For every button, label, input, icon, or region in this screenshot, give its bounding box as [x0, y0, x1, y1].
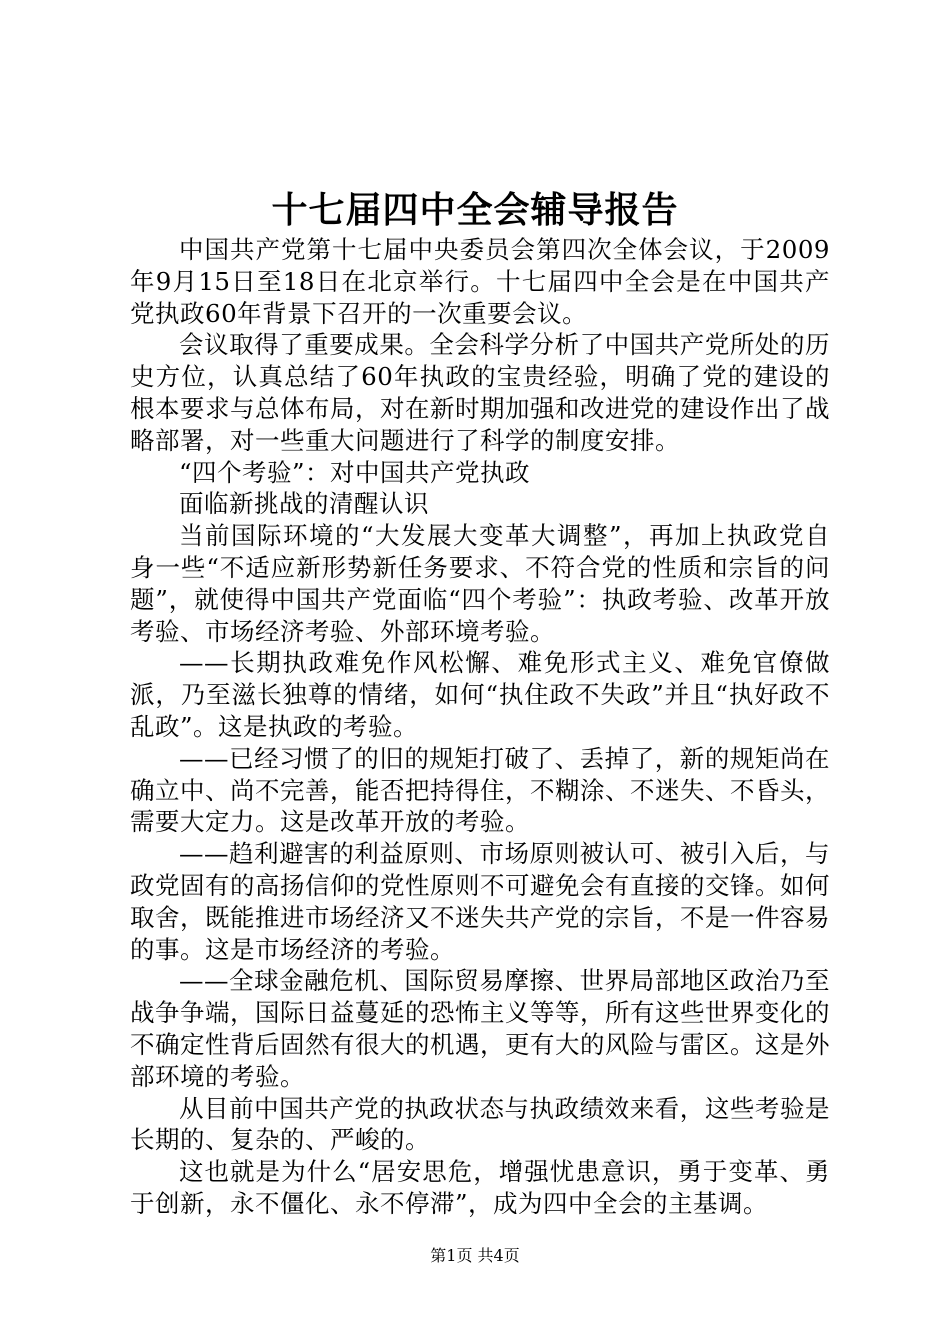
paragraph: 当前国际环境的“大发展大变革大调整”，再加上执政党自身一些“不适应新形势新任务要求、不符合党的性质和宗旨的问题”，就使得中国共产党面临“四个考验”：执政考验、改革开放考验、市场经济考验、外部环境考验。	[130, 521, 830, 646]
paragraph: 会议取得了重要成果。全会科学分析了中国共产党所处的历史方位，认真总结了60年执政的宝贵经验，明确了党的建设的根本要求与总体布局，对在新时期加强和改进党的建设作出了战略部署，对一些重大问题进行了科学的制度安排。	[130, 330, 830, 455]
section-heading: 面临新挑战的清醒认识	[179, 489, 429, 519]
paragraph: ——全球金融危机、国际贸易摩擦、世界局部地区政治乃至战争争端，国际日益蔓延的恐怖主义等等，所有这些世界变化的不确定性背后固然有很大的机遇，更有大的风险与雷区。这是外部环境的考验。	[130, 966, 830, 1091]
page-number-footer: 第1页 共4页	[430, 1246, 520, 1265]
document-body	[130, 234, 830, 1220]
document-title: 十七届四中全会辅导报告	[271, 189, 679, 231]
section-heading: “四个考验”：对中国共产党执政	[179, 457, 531, 487]
paragraph: ——长期执政难免作风松懈、难免形式主义、难免官僚做派，乃至滋长独尊的情绪，如何“执住政不失政”并且“执好政不乱政”。这是执政的考验。	[130, 648, 830, 741]
paragraph: 这也就是为什么“居安思危，增强忧患意识，勇于变革、勇于创新，永不僵化、永不停滞”，成为四中全会的主基调。	[130, 1157, 830, 1218]
paragraph: ——趋利避害的利益原则、市场原则被认可、被引入后，与政党固有的高扬信仰的党性原则不可避免会有直接的交锋。如何取舍，既能推进市场经济又不迷失共产党的宗旨，不是一件容易的事。这是市场经济的考验。	[130, 839, 830, 964]
paragraph: 从目前中国共产党的执政状态与执政绩效来看，这些考验是长期的、复杂的、严峻的。	[130, 1093, 830, 1155]
paragraph: 中国共产党第十七届中央委员会第四次全体会议，于2009年9月15日至18日在北京举行。十七届四中全会是在中国共产党执政60年背景下召开的一次重要会议。	[130, 235, 830, 328]
paragraph: ——已经习惯了的旧的规矩打破了、丢掉了，新的规矩尚在确立中、尚不完善，能否把持得住，不糊涂、不迷失、不昏头，需要大定力。这是改革开放的考验。	[130, 743, 830, 837]
